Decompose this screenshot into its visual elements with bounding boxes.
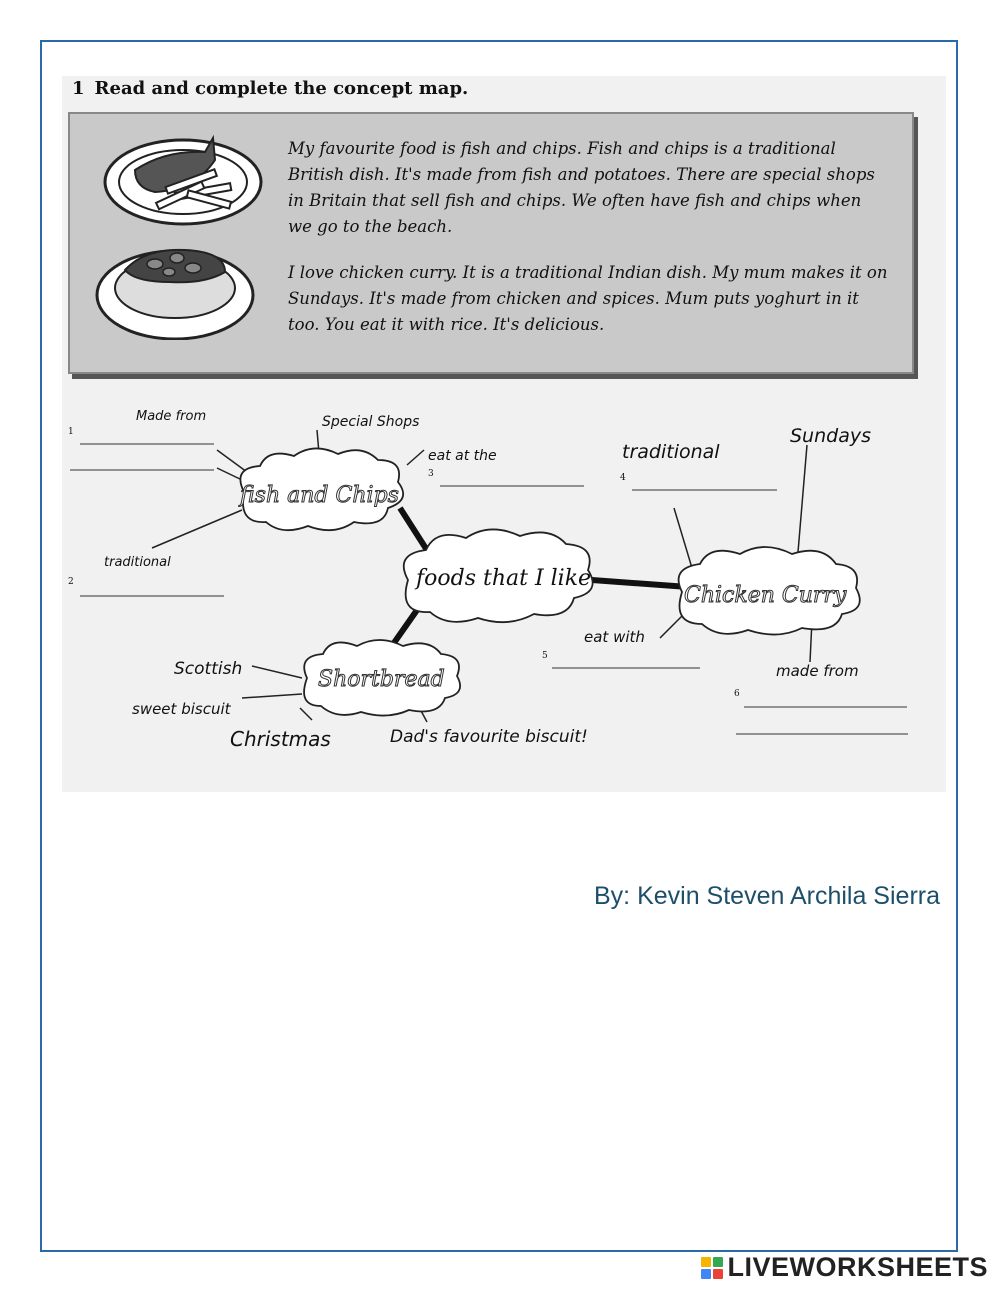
brand-name: LIVEWORKSHEETS (727, 1252, 988, 1282)
blank-number-5: 5 (542, 651, 548, 661)
shortbread-scottish-label: Scottish (174, 659, 243, 679)
curry-sundays-label: Sundays (790, 425, 871, 447)
curry-traditional-label: traditional (622, 441, 720, 463)
shortbread-dads-favourite-label: Dad's favourite biscuit! (390, 727, 588, 747)
exercise-instruction: Read and complete the concept map. (94, 78, 469, 99)
exercise-heading (72, 78, 468, 99)
exercise-number: 1 (72, 78, 85, 99)
fish-eat-at-label: eat at the (428, 448, 497, 464)
foods-that-i-like-label: foods that I like (416, 566, 592, 591)
liveworksheets-brand[interactable] (701, 1252, 988, 1283)
chicken-curry-paragraph: I love chicken curry. It is a traditional Indian dish. My mum makes it on Sundays. It's made from chicken and spices. Mum puts yoghurt in it too. You eat it with rice. It's delicious. (288, 263, 888, 334)
blank-number-6: 6 (734, 689, 740, 699)
concept-map (62, 380, 942, 770)
curry-eat-with-label: eat with (584, 628, 645, 646)
fish-and-chips-paragraph: My favourite food is fish and chips. Fish and chips is a traditional British dish. It's made from fish and potatoes. There are special shops in Britain that sell fish and chips. We often have fish and chips when we go to the beach. (288, 139, 875, 236)
food-illustrations (95, 130, 275, 340)
shortbread-label: Shortbread (318, 667, 445, 692)
fish-traditional-label: traditional (104, 555, 171, 570)
fish-and-chips-plate-icon (105, 138, 261, 224)
liveworksheets-logo-icon (701, 1257, 723, 1279)
chicken-curry-label: Chicken Curry (684, 583, 847, 608)
blank-number-1: 1 (68, 427, 74, 437)
fish-made-from-label: Made from (136, 409, 207, 424)
curry-made-from-label: made from (776, 662, 859, 680)
fish-special-shops-label: Special Shops (322, 414, 420, 430)
blank-number-4: 4 (620, 473, 626, 483)
chicken-curry-plate-icon (97, 250, 253, 339)
author-byline: By: Kevin Steven Archila Sierra (594, 882, 940, 910)
shortbread-christmas-label: Christmas (230, 727, 331, 751)
blank-number-2: 2 (68, 577, 74, 587)
blank-number-3: 3 (428, 469, 434, 479)
shortbread-sweet-biscuit-label: sweet biscuit (132, 700, 231, 718)
fish-and-chips-label: fish and Chips (240, 483, 399, 508)
